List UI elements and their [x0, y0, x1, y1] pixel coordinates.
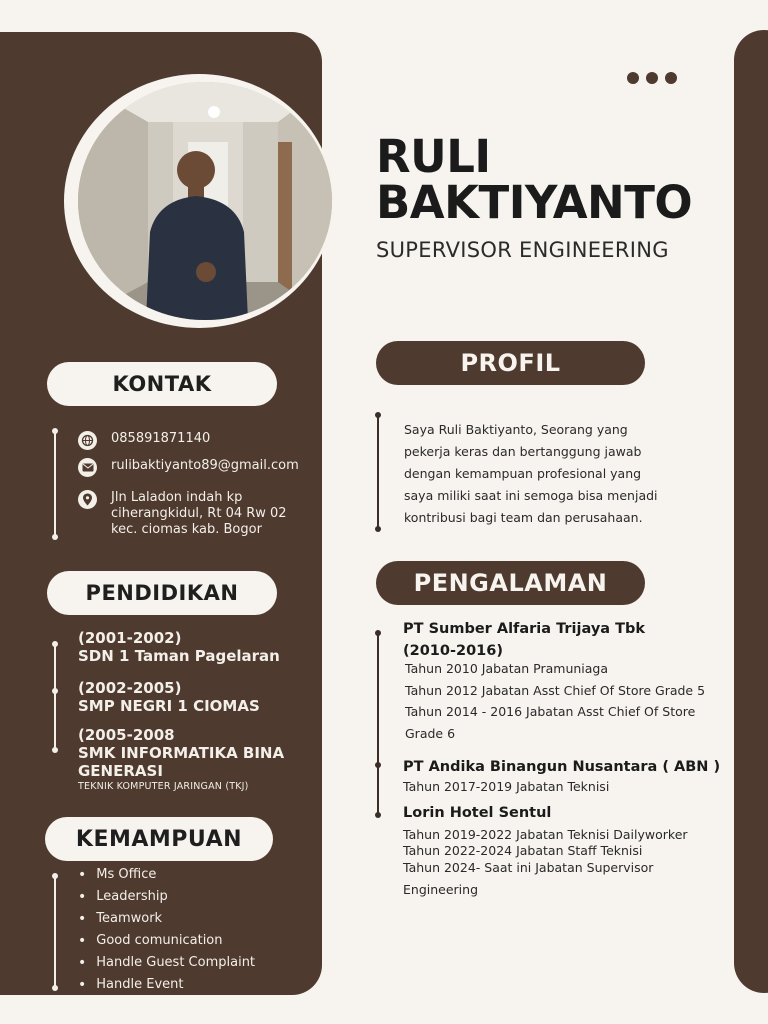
contact-address: [111, 490, 287, 538]
pengalaman-heading: PENGALAMAN: [376, 561, 645, 605]
skills-list: [78, 864, 255, 996]
kontak-timeline-dot-bottom: [52, 534, 58, 540]
exp-line: Tahun 2014 - 2016 Jabatan Asst Chief Of Store: [405, 704, 696, 719]
globe-phone-icon: [78, 431, 97, 450]
kemampuan-dot-top: [52, 873, 58, 879]
profile-photo: [78, 82, 332, 320]
exp-company-name: PT Andika Binangun Nusantara ( ABN ): [403, 759, 721, 775]
contact-phone: 085891871140: [111, 431, 211, 446]
exp-line: Tahun 2017-2019 Jabatan Teknisi: [403, 779, 610, 794]
pengalaman-timeline: [377, 634, 379, 816]
exp-line: Tahun 2012 Jabatan Asst Chief Of Store Grade 5: [405, 683, 706, 698]
name-first: RULI: [376, 130, 491, 183]
list-item: • Good comunication: [78, 930, 255, 952]
job-title: SUPERVISOR ENGINEERING: [376, 238, 669, 262]
profile-line: dengan kemampuan profesional yang: [404, 466, 642, 481]
profile-line: kontribusi bagi team dan perusahaan.: [404, 510, 643, 525]
edu-item-1: [78, 629, 280, 665]
list-item: • Handle Event: [78, 974, 255, 996]
exp-line: Engineering: [403, 882, 478, 897]
edu-school: SMP NEGRI 1 CIOMAS: [78, 697, 260, 715]
edu-years: (2001-2002): [78, 629, 182, 647]
pengalaman-dot-3: [375, 812, 381, 818]
kontak-timeline-dot-top: [52, 428, 58, 434]
edu-school: SDN 1 Taman Pagelaran: [78, 647, 280, 665]
profile-line: saya miliki saat ini semoga bisa menjadi: [404, 488, 658, 503]
kemampuan-heading: KEMAMPUAN: [45, 817, 273, 861]
kemampuan-dot-bottom: [52, 985, 58, 991]
contact-email-row: [78, 458, 299, 477]
name-last: BAKTIYANTO: [376, 176, 693, 229]
profile-summary: [404, 419, 694, 529]
exp-line: Tahun 2022-2024 Jabatan Staff Teknisi: [403, 843, 643, 858]
list-item: • Teamwork: [78, 908, 255, 930]
address-line-1: Jln Laladon indah kp: [111, 490, 243, 505]
exp-company-2: [403, 756, 720, 778]
profile-line: Saya Ruli Baktiyanto, Seorang yang: [404, 422, 628, 437]
pengalaman-dot-1: [375, 630, 381, 636]
pengalaman-dot-2: [375, 762, 381, 768]
exp-line: Tahun 2010 Jabatan Pramuniaga: [405, 661, 609, 676]
exp-company-years: (2010-2016): [403, 643, 503, 659]
pendidikan-dot-2: [52, 688, 58, 694]
edu-item-2: [78, 679, 260, 715]
kontak-heading: KONTAK: [47, 362, 277, 406]
pendidikan-dot-3: [52, 747, 58, 753]
contact-email: rulibaktiyanto89@gmail.com: [111, 458, 299, 473]
edu-years: (2002-2005): [78, 679, 182, 697]
exp-company-name: PT Sumber Alfaria Trijaya Tbk: [403, 621, 646, 637]
edu-school-cont: GENERASI: [78, 762, 163, 780]
list-item: • Leadership: [78, 886, 255, 908]
exp-line: Tahun 2019-2022 Jabatan Teknisi Dailyworker: [403, 827, 688, 842]
address-line-3: kec. ciomas kab. Bogor: [111, 522, 262, 537]
exp-line: Grade 6: [405, 726, 456, 741]
exp-company-1: [403, 618, 645, 662]
exp-company-3: [403, 802, 551, 824]
kemampuan-timeline: [54, 876, 56, 988]
kontak-timeline: [54, 431, 56, 537]
contact-address-row: [78, 490, 287, 538]
edu-item-3: [78, 726, 284, 794]
right-decorative-strip: [734, 30, 768, 993]
list-item: • Handle Guest Complaint: [78, 952, 255, 974]
profil-dot-bottom: [375, 526, 381, 532]
contact-phone-row: [78, 431, 210, 450]
address-line-2: ciherangkidul, Rt 04 Rw 02: [111, 506, 287, 521]
full-name: [376, 130, 693, 229]
profil-timeline: [377, 416, 379, 530]
pendidikan-heading: PENDIDIKAN: [47, 571, 277, 615]
more-dots-decoration: [627, 72, 677, 84]
location-pin-icon: [78, 490, 97, 509]
profil-heading: PROFIL: [376, 341, 645, 385]
profil-dot-top: [375, 412, 381, 418]
edu-years: (2005-2008: [78, 726, 175, 744]
mail-icon: [78, 458, 97, 477]
exp-line: Tahun 2024- Saat ini Jabatan Supervisor: [403, 860, 654, 875]
pendidikan-dot-1: [52, 641, 58, 647]
list-item: • Ms Office: [78, 864, 255, 886]
exp-company-name: Lorin Hotel Sentul: [403, 805, 552, 821]
edu-major: TEKNIK KOMPUTER JARINGAN (TKJ): [78, 781, 249, 792]
profile-photo-illustration: [78, 82, 332, 320]
edu-school: SMK INFORMATIKA BINA: [78, 744, 285, 762]
pendidikan-timeline: [54, 644, 56, 750]
profile-line: pekerja keras dan bertanggung jawab: [404, 444, 642, 459]
